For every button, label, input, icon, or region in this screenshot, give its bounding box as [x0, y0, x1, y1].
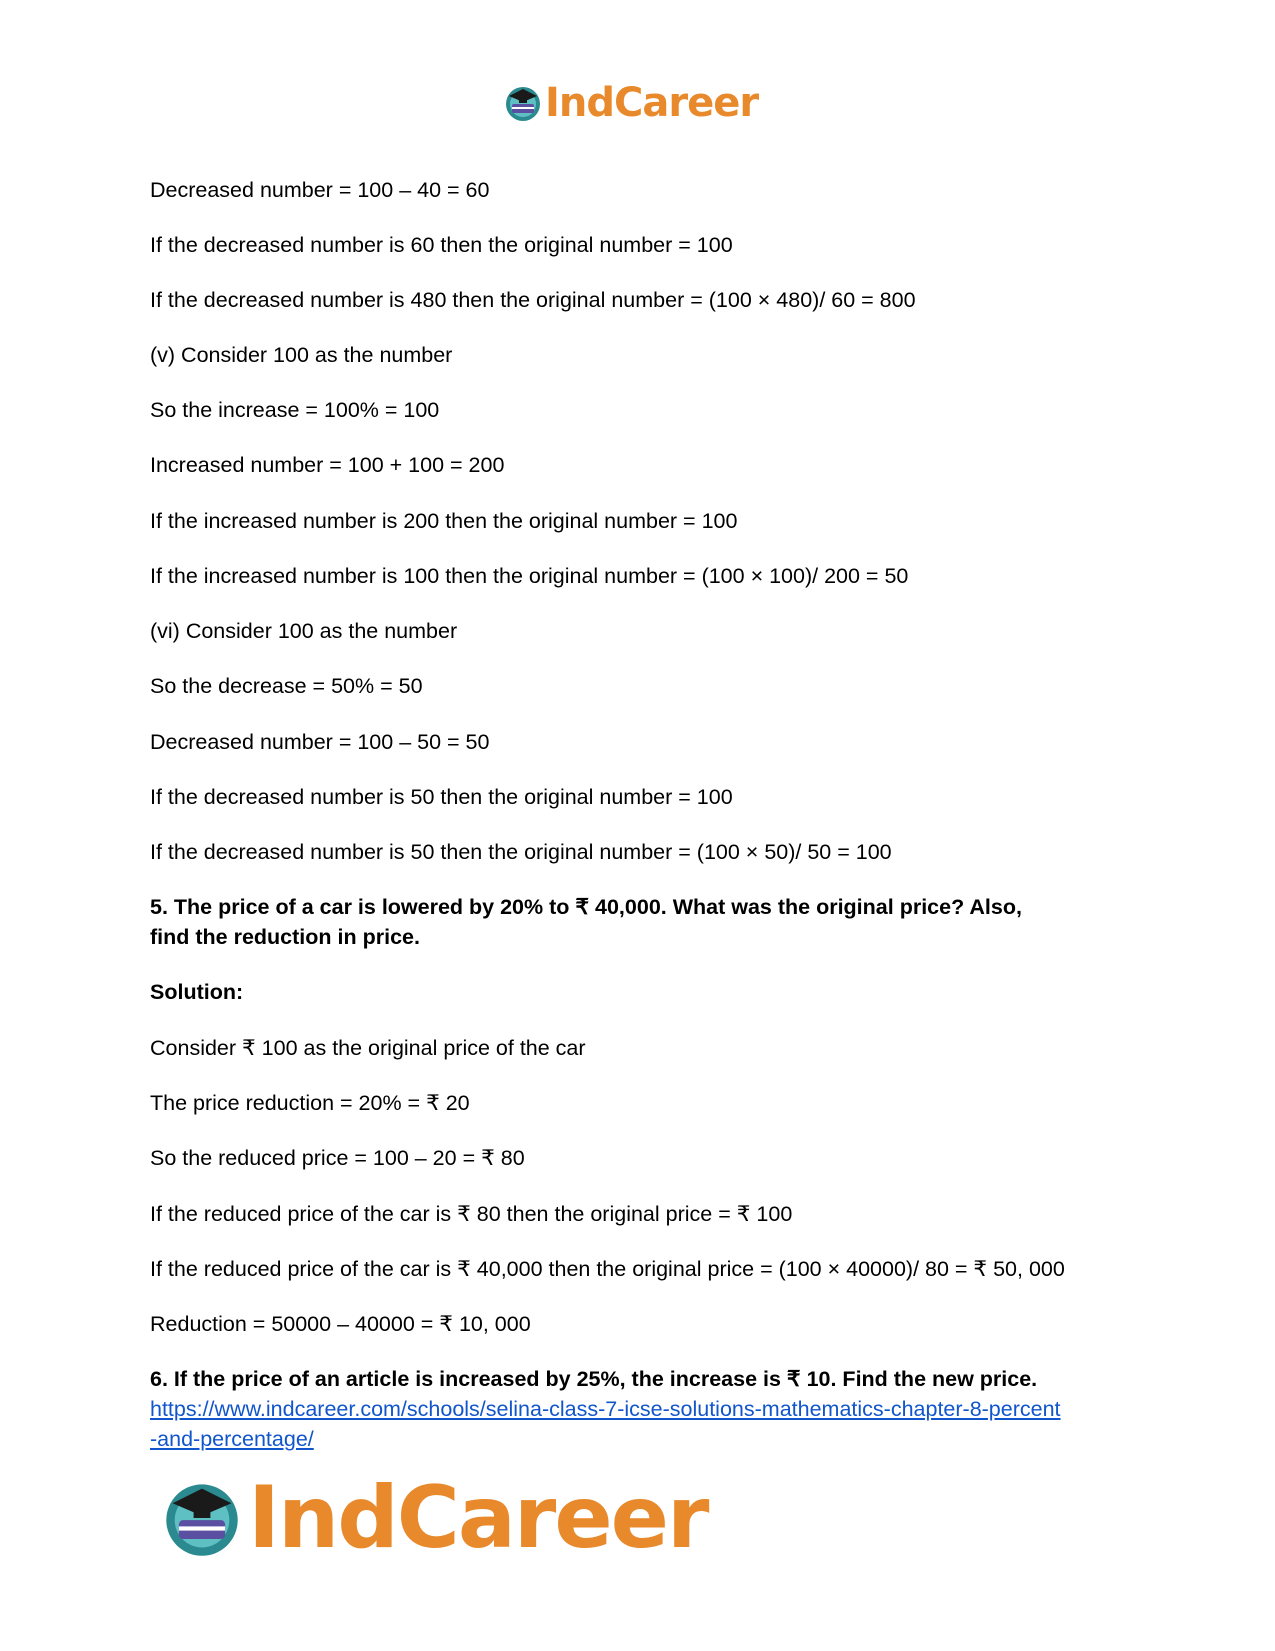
text-line: Decreased number = 100 – 40 = 60 [150, 178, 490, 202]
text-line: If the increased number is 100 then the original number = (100 × 100)/ 200 = 50 [150, 564, 909, 588]
footer-logo [160, 1468, 707, 1568]
source-link-line-1[interactable]: https://www.indcareer.com/schools/selina-class-7-icse-solutions-mathematics-chapter-8-percent [150, 1397, 1061, 1421]
header-logo [503, 80, 758, 126]
header-logo-text: IndCareer [545, 80, 759, 126]
text-line: (v) Consider 100 as the number [150, 343, 453, 367]
source-link[interactable] [150, 1394, 1140, 1454]
text-line: If the decreased number is 50 then the original number = (100 × 50)/ 50 = 100 [150, 840, 892, 864]
question-heading: find the reduction in price. [150, 925, 420, 949]
text-line: If the decreased number is 60 then the original number = 100 [150, 233, 733, 257]
text-line: If the decreased number is 50 then the original number = 100 [150, 785, 733, 809]
text-line: Consider ₹ 100 as the original price of the car [150, 1036, 586, 1060]
question-heading: 5. The price of a car is lowered by 20% to ₹ 40,000. What was the original price? Also, [150, 895, 1022, 919]
footer-logo-text: IndCareer [248, 1468, 708, 1568]
text-line: Increased number = 100 + 100 = 200 [150, 453, 505, 477]
text-line: If the reduced price of the car is ₹ 80 then the original price = ₹ 100 [150, 1202, 793, 1226]
text-line: If the decreased number is 480 then the original number = (100 × 480)/ 60 = 800 [150, 288, 916, 312]
text-line: So the decrease = 50% = 50 [150, 674, 423, 698]
text-line: So the reduced price = 100 – 20 = ₹ 80 [150, 1146, 525, 1170]
text-line: The price reduction = 20% = ₹ 20 [150, 1091, 470, 1115]
solution-label: Solution: [150, 980, 244, 1004]
text-line: Decreased number = 100 – 50 = 50 [150, 730, 490, 754]
graduation-book-icon [503, 83, 543, 123]
text-line: If the increased number is 200 then the original number = 100 [150, 509, 738, 533]
text-line: If the reduced price of the car is ₹ 40,000 then the original price = (100 × 40000)/ 80 = ₹ 50, 000 [150, 1257, 1065, 1281]
source-link-line-2[interactable]: -and-percentage/ [150, 1427, 314, 1451]
graduation-book-icon [160, 1476, 244, 1560]
text-line: (vi) Consider 100 as the number [150, 619, 458, 643]
question-heading: 6. If the price of an article is increased by 25%, the increase is ₹ 10. Find the new price. [150, 1367, 1038, 1391]
text-line: Reduction = 50000 – 40000 = ₹ 10, 000 [150, 1312, 531, 1336]
text-line: So the increase = 100% = 100 [150, 398, 440, 422]
